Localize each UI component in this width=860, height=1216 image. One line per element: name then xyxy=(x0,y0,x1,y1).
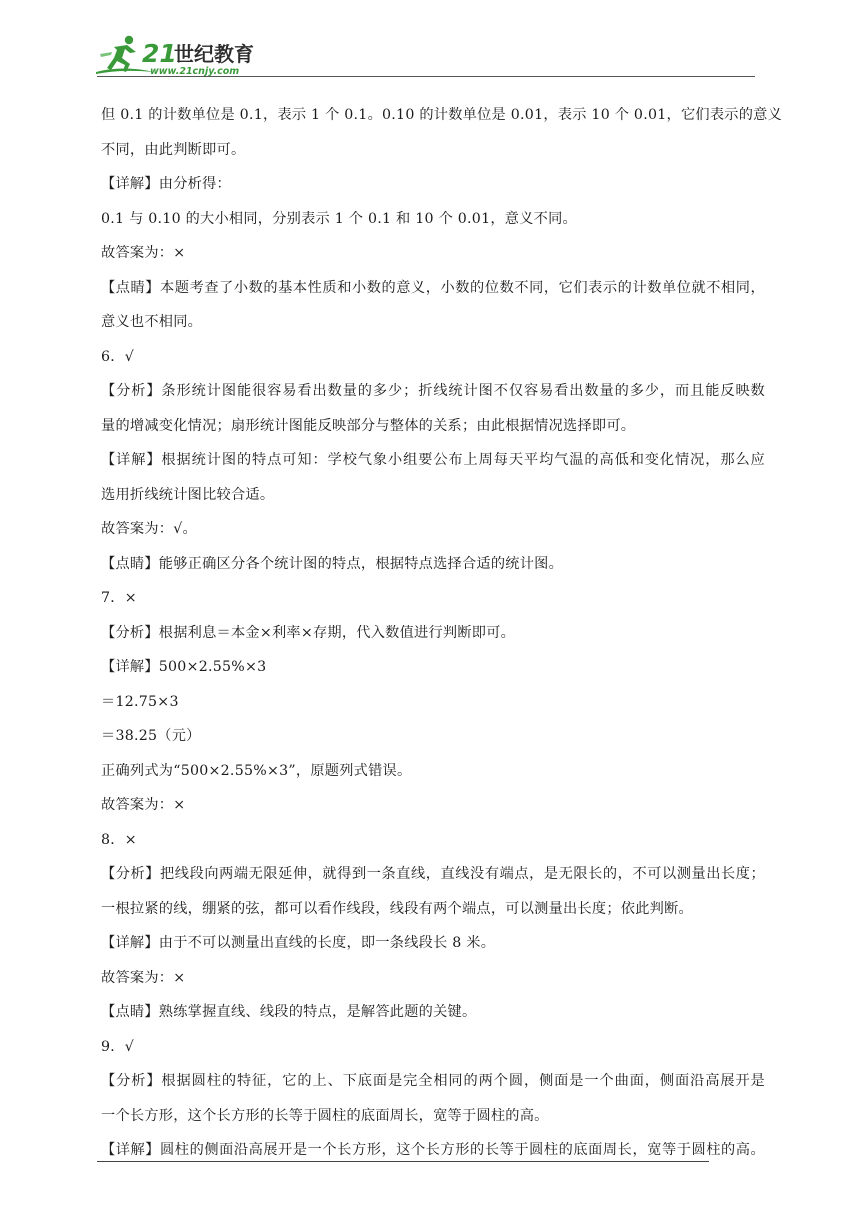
text-line: 【分析】根据圆柱的特征，它的上、下底面是完全相同的两个圆，侧面是一个曲面，侧面沿高展开是 xyxy=(101,1073,765,1089)
text-line: 故答案为：√。 xyxy=(101,521,197,537)
text-line: 量的增减变化情况；扇形统计图能反映部分与整体的关系；由此根据情况选择即可。 xyxy=(101,417,636,434)
text-line: 选用折线统计图比较合适。 xyxy=(101,486,275,503)
text-line: 故答案为：× xyxy=(101,245,186,261)
text-line: 一个长方形，这个长方形的长等于圆柱的底面周长，宽等于圆柱的高。 xyxy=(101,1107,549,1124)
text-line: 【详解】圆柱的侧面沿高展开是一个长方形，这个长方形的长等于圆柱的底面周长，宽等于圆柱的高。 xyxy=(101,1142,765,1158)
svg-text:www.21cnjy.com: www.21cnjy.com xyxy=(150,66,240,77)
text-line: 0.1 与 0.10 的大小相同，分别表示 1 个 0.1 和 10 个 0.01，意义不同。 xyxy=(101,210,577,227)
text-line: 【详解】由于不可以测量出直线的长度，即一条线段长 8 米。 xyxy=(101,935,496,951)
header-rule xyxy=(97,76,755,77)
text-line: 【点睛】能够正确区分各个统计图的特点，根据特点选择合适的统计图。 xyxy=(101,555,564,572)
logo-21cnjy xyxy=(92,32,262,78)
text-line: 【分析】条形统计图能很容易看出数量的多少；折线统计图不仅容易看出数量的多少，而且能反映数 xyxy=(101,383,765,399)
text-line: 不同，由此判断即可。 xyxy=(101,141,246,158)
text-line: 8．× xyxy=(101,831,137,848)
text-line: 【点睛】本题考查了小数的基本性质和小数的意义，小数的位数不同，它们表示的计数单位就不相同， xyxy=(101,279,765,296)
text-line: 【详解】500×2.55%×3 xyxy=(101,659,267,675)
text-line: 【点睛】熟练掌握直线、线段的特点，是解答此题的关键。 xyxy=(101,1004,477,1020)
text-line: 6．√ xyxy=(101,348,135,365)
text-line: 【详解】根据统计图的特点可知：学校气象小组要公布上周每天平均气温的高低和变化情况，那么应 xyxy=(101,452,765,468)
text-line: 一根拉紧的线，绷紧的弦，都可以看作线段，线段有两个端点，可以测量出长度；依此判断。 xyxy=(101,900,693,917)
svg-text:世纪教育: 世纪教育 xyxy=(174,42,254,66)
text-line: 7．× xyxy=(101,590,137,606)
svg-text:21: 21 xyxy=(142,39,177,68)
text-line: 【分析】把线段向两端无限延伸，就得到一条直线，直线没有端点，是无限长的，不可以测量出长度； xyxy=(101,866,765,882)
text-line: 【详解】由分析得： xyxy=(101,176,231,192)
text-line: 意义也不相同。 xyxy=(101,314,203,330)
text-line: ＝12.75×3 xyxy=(101,693,179,710)
text-line: 【分析】根据利息＝本金×利率×存期，代入数值进行判断即可。 xyxy=(101,624,516,641)
text-line: 故答案为：× xyxy=(101,969,186,986)
footer-rule xyxy=(97,1161,709,1162)
text-line: 正确列式为“500×2.55%×3”，原题列式错误。 xyxy=(101,762,412,779)
document-body xyxy=(101,98,783,1168)
text-line: ＝38.25（元） xyxy=(101,728,201,744)
text-line: 故答案为：× xyxy=(101,797,186,813)
text-line: 但 0.1 的计数单位是 0.1，表示 1 个 0.1。0.10 的计数单位是 0.01，表示 10 个 0.01，它们表示的意义 xyxy=(101,107,783,123)
page-header xyxy=(0,0,860,80)
text-line: 9．√ xyxy=(101,1038,135,1055)
